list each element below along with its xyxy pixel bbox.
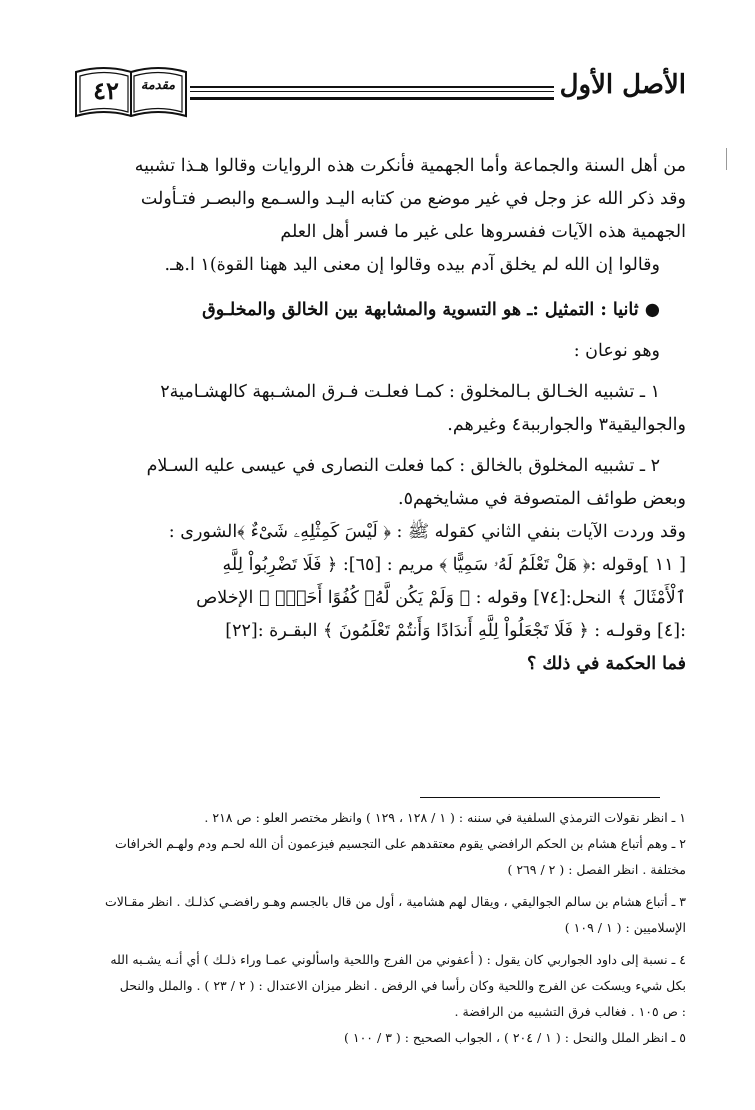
text-line: وقد وردت الآيات بنفي الثاني كقوله ﷺ : ﴿ لَيْسَ كَمِثْلِهِۦ شَىْءٌ ﴾الشورى : <box>168 522 686 542</box>
footnote-separator <box>420 797 660 798</box>
text-line: وهو نوعان : <box>573 341 660 361</box>
page-number: ٤٢ <box>93 76 119 105</box>
text-line: :[٤] وقولـه : ﴿ فَلَا تَجْعَلُواْ لِلَّهِ أَندَادًا وَأَنتُمْ تَعْلَمُونَ ﴾ البقـرة :[٢٢] <box>225 621 686 641</box>
footnote-continuation: : ص ١٠٥ . فغالب فرق التشبيه من الرافضة . <box>454 1004 686 1019</box>
footnote: ١ ـ انظر نقولات الترمذي السلفية في سننه : ( ١ / ١٢٨ ، ١٢٩ ) وانظر مختصر العلو : ص ٢١٨ . <box>204 810 686 825</box>
text-line: ٢ ـ تشبيه المخلوق بالخالق : كما فعلت النصارى في عيسى عليه السـلام <box>146 456 660 476</box>
text-line: وقد ذكر الله عز وجل في غير موضع من كتابه اليـد والسـمع والبصـر فتـأولت <box>140 189 686 209</box>
page-header <box>74 62 686 126</box>
page-number-ornament <box>74 62 188 120</box>
footnote: ٥ ـ انظر الملل والنحل : ( ١ / ٢٠٤ ) ، الجواب الصحيح : ( ٣ / ١٠٠ ) <box>344 1030 686 1045</box>
text-line: وبعض طوائف المتصوفة في مشايخهم٥. <box>398 489 686 509</box>
main-text <box>74 150 686 681</box>
text-line: والجواليقية٣ والجوارببة٤ وغيرهم. <box>447 415 686 435</box>
footnote: ٣ ـ أتباع هشام بن سالم الجواليقي ، ويقال لهم هشامية ، أول من قال بالجسم وهـو رافضـي كذلـك . انظر مقـالات <box>105 894 686 909</box>
text-line: من أهل السنة والجماعة وأما الجهمية فأنكرت هذه الروايات وقالوا هـذا تشبيه <box>134 156 686 176</box>
footnotes <box>74 805 686 1051</box>
text-line: ٱلْأَمْثَالَ ﴾ النحل:[٧٤] وقوله : ﴿ وَلَمْ يَكُن لَّهُۥ كُفُوًا أَحَدٌۢ ﴾ الإخلاص <box>196 588 686 608</box>
text-line: وقالوا إن الله لم يخلق آدم بيده وقالوا إن معنى اليد ههنا القوة)١ ا.هـ. <box>164 255 660 275</box>
text-line: ١ ـ تشبيه الخـالق بـالمخلوق : كمـا فعلـت فـرق المشـبهة كالهشـامية٢ <box>160 382 660 402</box>
section-heading-line: ● ثانيا : التمثيل :ـ هو التسوية والمشابهة بين الخالق والمخلـوق <box>202 300 660 320</box>
section-label: مقدمة <box>140 78 176 93</box>
text-line: فما الحكمة في ذلك ؟ <box>527 654 686 674</box>
header-rule <box>190 86 554 100</box>
footnote: ٤ ـ نسبة إلى داود الجواربي كان يقول : ( أعفوني من الفرج واللحية واسألوني عمـا وراء ذلـك ) أي أنـه يشـبه الله <box>110 952 686 967</box>
footnote-continuation: الإسلاميين : ( ١ / ١٠٩ ) <box>564 920 686 935</box>
footnote: ٢ ـ وهم أتباع هشام بن الحكم الرافضي يقوم معتقدهم على التجسيم فيزعمون أن الله لحـم ودم ولهـم الخرافات <box>114 836 686 851</box>
text-line: [ ١١ ]وقوله :﴿ هَلْ تَعْلَمُ لَهُۥ سَمِيًّا ﴾ مريم : [٦٥]: ﴿ فَلَا تَضْرِبُواْ لِلَّهِ <box>222 555 686 575</box>
chapter-title: الأصل الأول <box>559 70 686 100</box>
margin-mark <box>726 148 727 170</box>
text-line: الجهمية هذه الآيات ففسروها على غير ما فسر أهل العلم <box>280 222 686 242</box>
footnote-continuation: مختلفة . انظر الفصل : ( ٢ / ٢٦٩ ) <box>507 862 686 877</box>
footnote-continuation: بكل شيء ويسكت عن الفرج واللحية وكان رأسا في الرفض . انظر ميزان الاعتدال : ( ٢ / ٢٣ ) . والملل والنحل <box>119 978 686 993</box>
